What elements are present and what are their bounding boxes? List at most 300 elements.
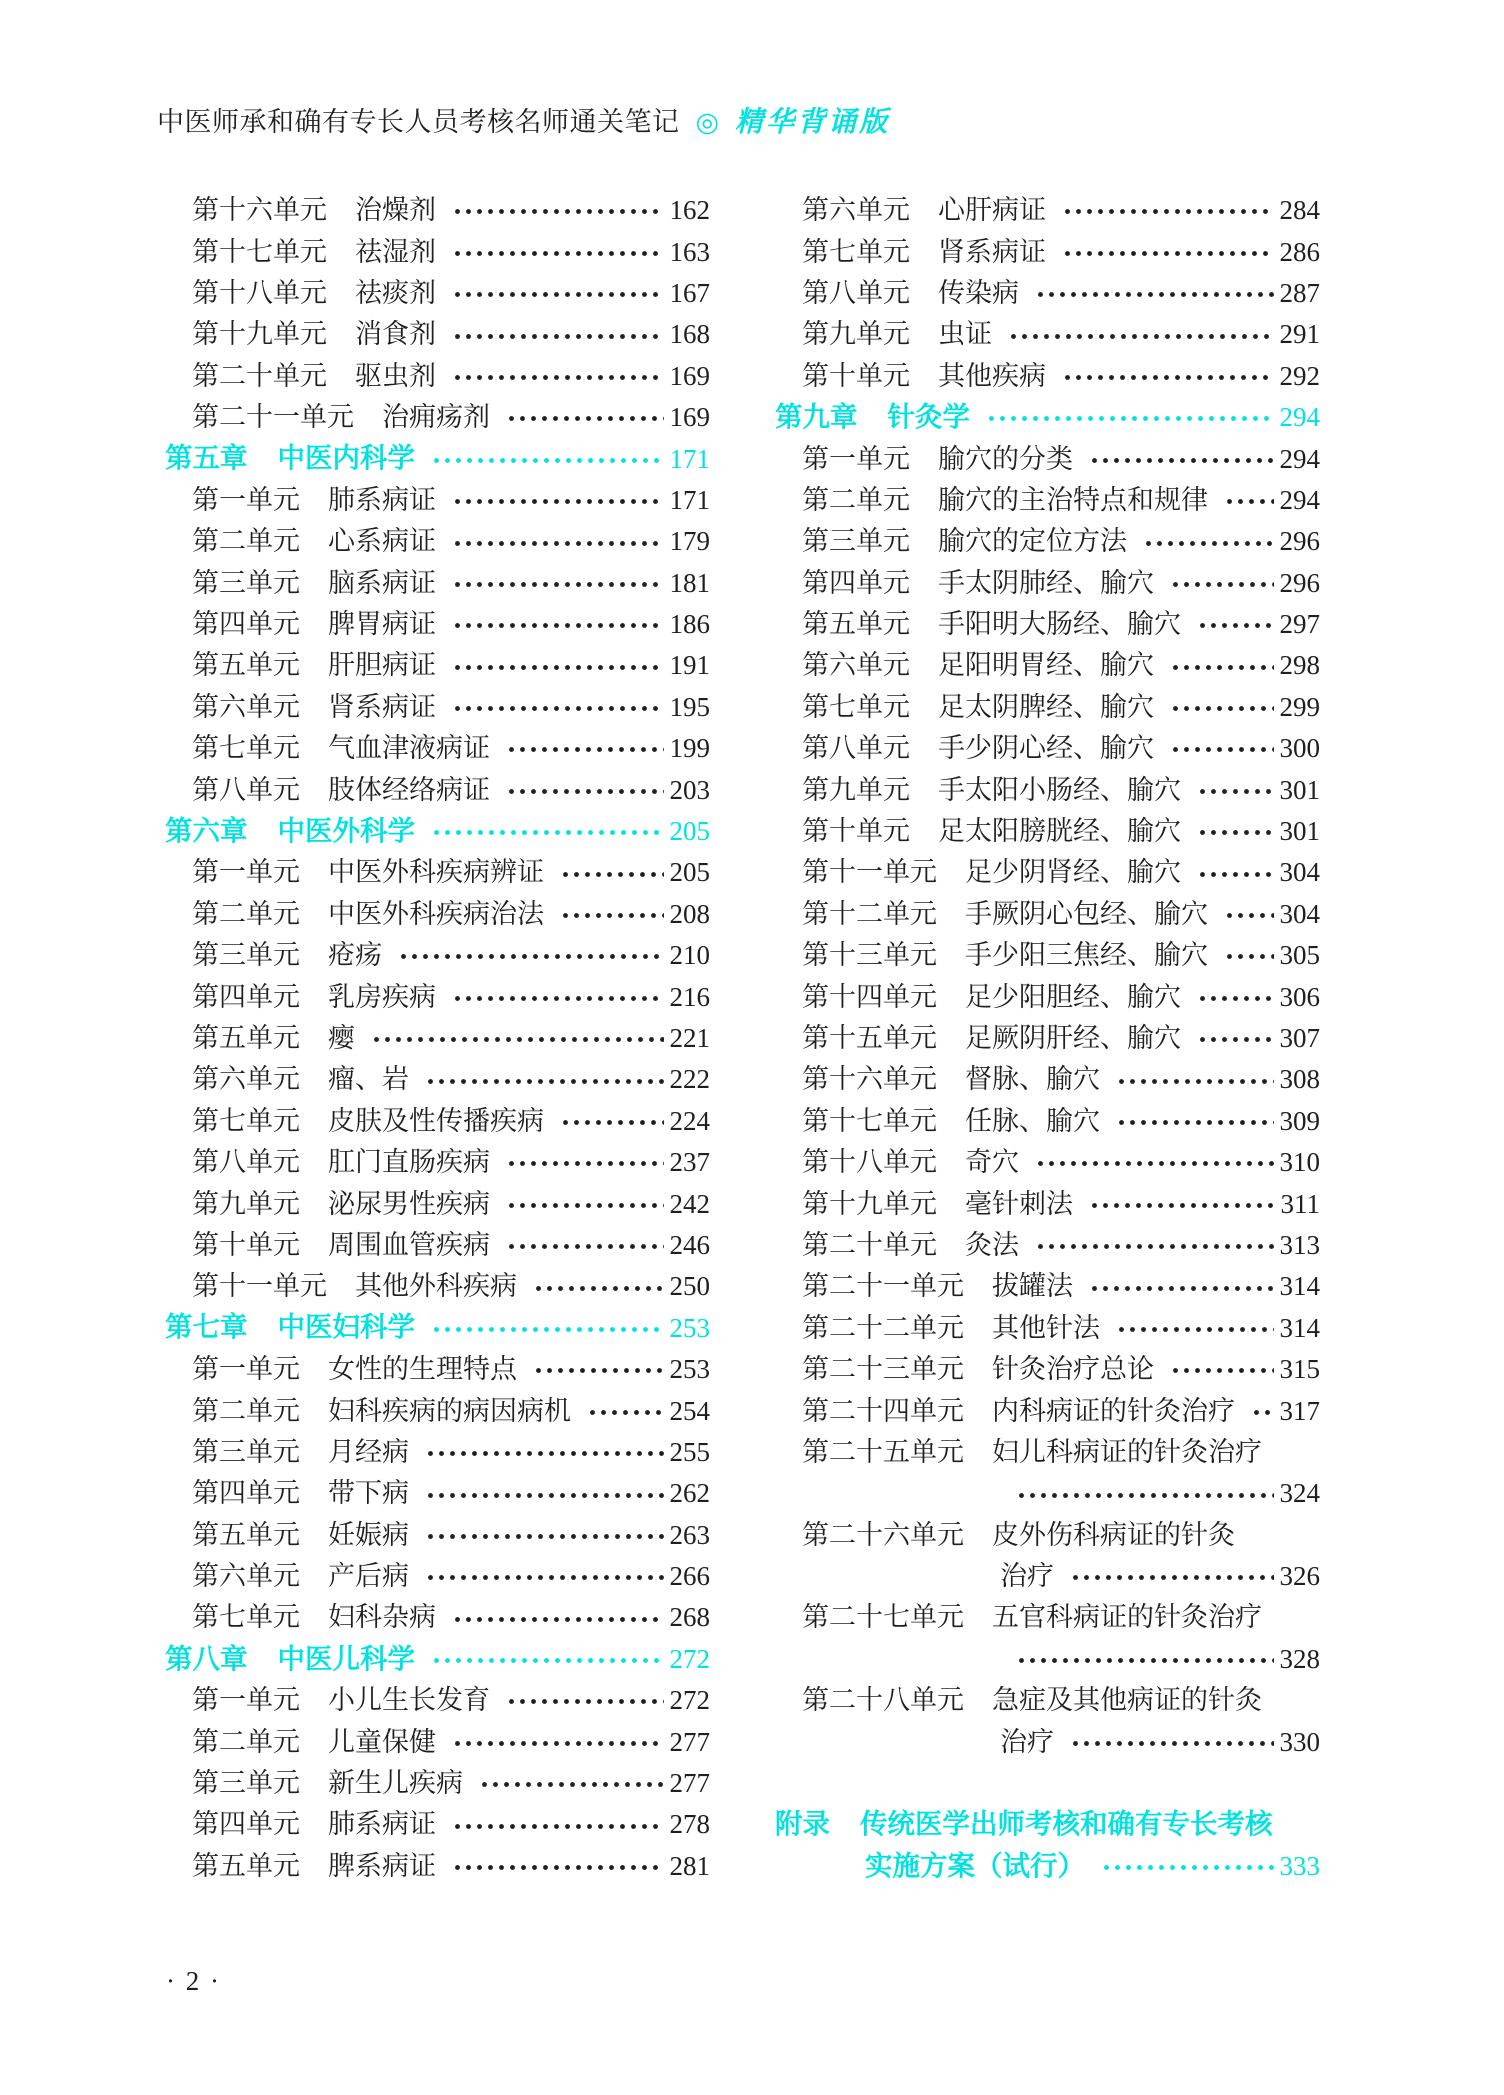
dot-leader xyxy=(558,1101,664,1142)
toc-entry-row xyxy=(775,1142,1320,1183)
entry-label: 第七单元 xyxy=(802,691,910,722)
toc-entry-row xyxy=(775,563,1320,604)
dot-leader xyxy=(558,894,664,935)
entry-label: 第三单元 xyxy=(192,567,300,598)
entry-title: 肢体经络病证 xyxy=(328,774,490,805)
entry-page-number: 326 xyxy=(1279,1561,1320,1592)
entry-title: 手少阴心经、腧穴 xyxy=(938,733,1154,764)
dot-leader xyxy=(1014,1473,1274,1514)
entry-title: 肝胆病证 xyxy=(328,650,436,681)
dot-leader xyxy=(450,604,664,645)
entry-title: 皮外伤科病证的针灸 xyxy=(992,1519,1235,1550)
entry-label: 第八单元 xyxy=(192,774,300,805)
dot-leader xyxy=(1222,894,1274,935)
dot-leader xyxy=(1060,356,1274,397)
toc-entry-row xyxy=(165,1680,710,1721)
entry-label: 第六章 xyxy=(165,814,248,847)
entry-title: 气血津液病证 xyxy=(328,733,490,764)
dot-leader xyxy=(450,1846,664,1887)
toc-entry-row xyxy=(165,645,710,686)
entry-label: 第十四单元 xyxy=(802,981,937,1012)
dot-leader xyxy=(504,769,664,810)
entry-page-number: 179 xyxy=(669,526,710,557)
toc-entry-row xyxy=(165,563,710,604)
entry-title: 肾系病证 xyxy=(938,236,1046,267)
entry-title: 脾胃病证 xyxy=(328,609,436,640)
entry-label: 第二十四单元 xyxy=(802,1395,964,1426)
toc-entry-row xyxy=(165,604,710,645)
entry-label: 第九章 xyxy=(775,400,858,433)
dot-leader xyxy=(1195,976,1274,1017)
dot-leader xyxy=(1006,314,1274,355)
dot-leader xyxy=(429,1308,664,1349)
dot-leader xyxy=(450,190,664,231)
toc-entry-row xyxy=(775,521,1320,562)
toc-entry-row xyxy=(165,976,710,1017)
toc-entry-row xyxy=(775,1390,1320,1431)
entry-label: 第四单元 xyxy=(192,1478,300,1509)
entry-label: 第八单元 xyxy=(802,733,910,764)
toc-chapter-row xyxy=(775,397,1320,438)
entry-page-number: 294 xyxy=(1279,484,1320,515)
entry-title: 疮疡 xyxy=(328,940,382,971)
entry-label: 第十一单元 xyxy=(192,1271,327,1302)
dot-leader xyxy=(450,563,664,604)
entry-title: 月经病 xyxy=(328,1436,409,1467)
toc-entry-row xyxy=(775,1225,1320,1266)
entry-label: 第二单元 xyxy=(192,1726,300,1757)
dot-leader xyxy=(1114,1101,1274,1142)
entry-page-number: 266 xyxy=(669,1561,710,1592)
toc-appendix-row xyxy=(775,1804,1320,1845)
entry-page-number: 299 xyxy=(1279,691,1320,722)
entry-label: 第四单元 xyxy=(192,981,300,1012)
entry-page-number: 296 xyxy=(1279,526,1320,557)
entry-label: 第五单元 xyxy=(192,650,300,681)
dot-leader xyxy=(450,976,664,1017)
entry-label: 第二十单元 xyxy=(802,1229,937,1260)
toc-chapter-row xyxy=(165,1639,710,1680)
entry-page-number: 186 xyxy=(669,609,710,640)
entry-title: 产后病 xyxy=(328,1561,409,1592)
entry-label: 第三单元 xyxy=(192,1768,300,1799)
dot-leader xyxy=(504,1183,664,1224)
dot-leader xyxy=(1060,190,1274,231)
toc-entry-row xyxy=(165,728,710,769)
toc-entry-row xyxy=(165,1018,710,1059)
dot-leader xyxy=(450,356,664,397)
entry-title: 中医儿科学 xyxy=(277,1642,415,1675)
entry-label: 第五单元 xyxy=(192,1519,300,1550)
entry-page-number: 191 xyxy=(669,650,710,681)
entry-title: 皮肤及性传播疾病 xyxy=(328,1105,544,1136)
dot-leader xyxy=(558,852,664,893)
entry-page-number: 237 xyxy=(669,1147,710,1178)
toc-entry-row xyxy=(775,935,1320,976)
toc-entry-row xyxy=(165,1390,710,1431)
dot-leader xyxy=(396,935,664,976)
dot-leader xyxy=(450,480,664,521)
dot-leader xyxy=(1168,1349,1274,1390)
entry-page-number: 246 xyxy=(669,1229,710,1260)
toc-entry-row xyxy=(775,1556,1320,1597)
entry-title: 瘤、岩 xyxy=(328,1064,409,1095)
entry-page-number: 171 xyxy=(669,484,710,515)
entry-continuation-text: 实施方案（试行） xyxy=(865,1849,1085,1882)
entry-label: 第七单元 xyxy=(192,1602,300,1633)
entry-page-number: 333 xyxy=(1279,1850,1320,1881)
entry-page-number: 168 xyxy=(669,319,710,350)
toc-entry-row xyxy=(775,1680,1320,1721)
dot-leader xyxy=(1099,1846,1274,1887)
entry-title: 其他疾病 xyxy=(938,360,1046,391)
entry-page-number: 291 xyxy=(1279,319,1320,350)
book-title: 中医师承和确有专长人员考核名师通关笔记 xyxy=(157,107,680,137)
entry-page-number: 301 xyxy=(1279,816,1320,847)
toc-entry-row xyxy=(165,1473,710,1514)
entry-title: 急症及其他病证的针灸 xyxy=(992,1685,1262,1716)
entry-label: 第二单元 xyxy=(192,898,300,929)
entry-page-number: 278 xyxy=(669,1809,710,1840)
entry-title: 泌尿男性疾病 xyxy=(328,1188,490,1219)
entry-label: 第二十五单元 xyxy=(802,1436,964,1467)
entry-page-number: 203 xyxy=(669,774,710,805)
toc-entry-row xyxy=(775,769,1320,810)
toc-entry-row xyxy=(165,1597,710,1638)
entry-page-number: 296 xyxy=(1279,567,1320,598)
entry-label: 第一单元 xyxy=(192,857,300,888)
entry-label: 第二单元 xyxy=(192,1395,300,1426)
entry-page-number: 169 xyxy=(669,402,710,433)
entry-page-number: 328 xyxy=(1279,1643,1320,1674)
entry-title: 内科病证的针灸治疗 xyxy=(992,1395,1235,1426)
entry-title: 五官科病证的针灸治疗 xyxy=(992,1602,1262,1633)
entry-page-number: 298 xyxy=(1279,650,1320,681)
entry-label: 第六单元 xyxy=(802,650,910,681)
toc-entry-row xyxy=(775,1597,1320,1638)
entry-page-number: 255 xyxy=(669,1436,710,1467)
entry-page-number: 294 xyxy=(1279,402,1320,433)
entry-page-number: 313 xyxy=(1279,1229,1320,1260)
dot-leader xyxy=(1195,769,1274,810)
entry-title: 针灸学 xyxy=(887,400,970,433)
entry-label: 第十九单元 xyxy=(802,1188,937,1219)
entry-title: 心肝病证 xyxy=(938,195,1046,226)
dot-leader xyxy=(504,1680,664,1721)
toc-appendix-row xyxy=(775,1846,1320,1887)
entry-title: 针灸治疗总论 xyxy=(992,1354,1154,1385)
entry-label: 第五单元 xyxy=(802,609,910,640)
dot-leader xyxy=(1168,728,1274,769)
dot-leader xyxy=(1195,852,1274,893)
entry-label: 第三单元 xyxy=(192,940,300,971)
entry-label: 第六单元 xyxy=(802,195,910,226)
entry-page-number: 277 xyxy=(669,1768,710,1799)
entry-title: 妊娠病 xyxy=(328,1519,409,1550)
entry-label: 第三单元 xyxy=(802,526,910,557)
toc-chapter-row xyxy=(165,1308,710,1349)
entry-title: 中医外科学 xyxy=(277,814,415,847)
entry-title: 其他针法 xyxy=(992,1312,1100,1343)
entry-page-number: 195 xyxy=(669,691,710,722)
toc-entry-row xyxy=(165,521,710,562)
entry-page-number: 163 xyxy=(669,236,710,267)
toc-entry-row xyxy=(775,976,1320,1017)
entry-page-number: 205 xyxy=(669,857,710,888)
toc-chapter-row xyxy=(165,438,710,479)
entry-page-number: 281 xyxy=(669,1850,710,1881)
entry-label: 第十单元 xyxy=(802,816,910,847)
dot-leader xyxy=(1068,1721,1274,1762)
entry-page-number: 315 xyxy=(1279,1354,1320,1385)
toc-entry-row xyxy=(165,1101,710,1142)
entry-label: 第七章 xyxy=(165,1311,248,1344)
toc-entry-row xyxy=(775,687,1320,728)
entry-title: 足太阴脾经、腧穴 xyxy=(938,691,1154,722)
entry-title: 传统医学出师考核和确有专长考核 xyxy=(860,1808,1273,1841)
toc-entry-row xyxy=(165,1432,710,1473)
toc-entry-row xyxy=(775,356,1320,397)
dot-leader xyxy=(423,1059,664,1100)
entry-title: 脾系病证 xyxy=(328,1850,436,1881)
entry-page-number: 304 xyxy=(1279,898,1320,929)
entry-page-number: 287 xyxy=(1279,277,1320,308)
dot-leader xyxy=(450,1804,664,1845)
entry-page-number: 277 xyxy=(669,1726,710,1757)
entry-page-number: 199 xyxy=(669,733,710,764)
dot-leader xyxy=(531,1266,664,1307)
entry-title: 腧穴的主治特点和规律 xyxy=(938,484,1208,515)
toc-column-right xyxy=(775,190,1320,1887)
entry-title: 妇儿科病证的针灸治疗 xyxy=(992,1436,1262,1467)
dot-leader xyxy=(1222,935,1274,976)
entry-label: 第四单元 xyxy=(192,609,300,640)
entry-page-number: 253 xyxy=(669,1312,710,1343)
entry-title: 中医外科疾病治法 xyxy=(328,898,544,929)
entry-continuation-text: 治疗 xyxy=(1000,1561,1054,1592)
dot-leader xyxy=(1168,563,1274,604)
entry-page-number: 301 xyxy=(1279,774,1320,805)
entry-label: 第四单元 xyxy=(192,1809,300,1840)
toc-entry-row xyxy=(165,687,710,728)
entry-label: 第五单元 xyxy=(192,1023,300,1053)
entry-label: 第十单元 xyxy=(192,1229,300,1260)
entry-title: 足少阴肾经、腧穴 xyxy=(965,857,1181,888)
toc-entry-row xyxy=(775,1639,1320,1680)
entry-label: 第七单元 xyxy=(192,1105,300,1136)
dot-leader xyxy=(1195,604,1274,645)
entry-title: 中医妇科学 xyxy=(277,1311,415,1344)
dot-leader xyxy=(429,438,664,479)
entry-title: 乳房疾病 xyxy=(328,981,436,1012)
toc-entry-row xyxy=(775,1721,1320,1762)
entry-page-number: 216 xyxy=(669,981,710,1012)
entry-label: 第十八单元 xyxy=(192,277,327,308)
entry-title: 传染病 xyxy=(938,277,1019,308)
entry-label: 第二十三单元 xyxy=(802,1354,964,1385)
entry-title: 腧穴的定位方法 xyxy=(938,526,1127,557)
entry-label: 第十二单元 xyxy=(802,898,937,929)
entry-page-number: 222 xyxy=(669,1064,710,1095)
toc-entry-row xyxy=(775,480,1320,521)
dot-leader xyxy=(1249,1390,1274,1431)
entry-title: 手太阴肺经、腧穴 xyxy=(938,567,1154,598)
dot-leader xyxy=(1060,231,1274,272)
entry-title: 新生儿疾病 xyxy=(328,1768,463,1799)
toc-entry-row xyxy=(775,1266,1320,1307)
entry-title: 灸法 xyxy=(965,1229,1019,1260)
entry-title: 儿童保健 xyxy=(328,1726,436,1757)
entry-page-number: 221 xyxy=(669,1023,710,1053)
entry-page-number: 167 xyxy=(669,277,710,308)
entry-title: 拔罐法 xyxy=(992,1271,1073,1302)
entry-page-number: 284 xyxy=(1279,195,1320,226)
dot-leader xyxy=(1087,1266,1274,1307)
dot-leader xyxy=(504,728,664,769)
toc-entry-row xyxy=(165,1846,710,1887)
entry-page-number: 210 xyxy=(669,940,710,971)
toc-column-left xyxy=(165,190,710,1887)
entry-page-number: 169 xyxy=(669,360,710,391)
entry-label: 第十七单元 xyxy=(192,236,327,267)
entry-label: 第六单元 xyxy=(192,1561,300,1592)
entry-label: 第一单元 xyxy=(192,1685,300,1716)
dot-leader xyxy=(1087,438,1274,479)
entry-page-number: 330 xyxy=(1279,1726,1320,1757)
dot-leader xyxy=(585,1390,664,1431)
dot-leader xyxy=(504,1225,664,1266)
entry-label: 附录 xyxy=(775,1808,830,1841)
toc-entry-row xyxy=(775,728,1320,769)
toc-entry-row xyxy=(775,1473,1320,1514)
entry-label: 第十六单元 xyxy=(802,1064,937,1095)
entry-label: 第十单元 xyxy=(802,360,910,391)
dot-leader xyxy=(450,687,664,728)
entry-page-number: 224 xyxy=(669,1105,710,1136)
entry-title: 瘿 xyxy=(328,1023,355,1053)
dot-leader xyxy=(1195,811,1274,852)
toc-entry-row xyxy=(775,314,1320,355)
entry-title: 消食剂 xyxy=(355,319,436,350)
toc-entry-row xyxy=(775,852,1320,893)
toc-entry-row xyxy=(165,935,710,976)
entry-page-number: 208 xyxy=(669,898,710,929)
entry-label: 第五章 xyxy=(165,442,248,475)
entry-page-number: 263 xyxy=(669,1519,710,1550)
entry-title: 妇科杂病 xyxy=(328,1602,436,1633)
entry-label: 第一单元 xyxy=(192,1354,300,1385)
dot-leader xyxy=(1087,1183,1275,1224)
dot-leader xyxy=(504,1142,664,1183)
page-header xyxy=(157,100,890,140)
entry-page-number: 307 xyxy=(1279,1023,1320,1053)
dot-leader xyxy=(450,521,664,562)
entry-title: 小儿生长发育 xyxy=(328,1685,490,1716)
entry-page-number: 253 xyxy=(669,1354,710,1385)
entry-label: 第二单元 xyxy=(802,484,910,515)
entry-label: 第一单元 xyxy=(192,484,300,515)
toc-entry-row xyxy=(165,1266,710,1307)
entry-label: 第十五单元 xyxy=(802,1023,937,1053)
dot-leader xyxy=(429,811,664,852)
entry-label: 第二十单元 xyxy=(192,360,327,391)
entry-title: 周围血管疾病 xyxy=(328,1229,490,1260)
entry-title: 肺系病证 xyxy=(328,1809,436,1840)
toc-entry-row xyxy=(775,1432,1320,1473)
entry-title: 中医外科疾病辨证 xyxy=(328,857,544,888)
toc-entry-row xyxy=(165,1804,710,1845)
dot-leader xyxy=(504,397,664,438)
dot-leader xyxy=(450,645,664,686)
dot-leader xyxy=(477,1763,664,1804)
dot-leader xyxy=(450,273,664,314)
entry-label: 第九单元 xyxy=(802,774,910,805)
dot-leader xyxy=(423,1473,664,1514)
entry-title: 手太阳小肠经、腧穴 xyxy=(938,774,1181,805)
entry-page-number: 162 xyxy=(669,195,710,226)
dot-leader xyxy=(423,1432,664,1473)
entry-title: 手厥阴心包经、腧穴 xyxy=(965,898,1208,929)
entry-title: 肛门直肠疾病 xyxy=(328,1147,490,1178)
entry-page-number: 309 xyxy=(1279,1105,1320,1136)
entry-page-number: 242 xyxy=(669,1188,710,1219)
entry-title: 足厥阴肝经、腧穴 xyxy=(965,1023,1181,1053)
entry-label: 第八章 xyxy=(165,1642,248,1675)
entry-title: 肺系病证 xyxy=(328,484,436,515)
entry-label: 第十九单元 xyxy=(192,319,327,350)
entry-page-number: 304 xyxy=(1279,857,1320,888)
entry-label: 第二十六单元 xyxy=(802,1519,964,1550)
entry-label: 第二十七单元 xyxy=(802,1602,964,1633)
toc-entry-row xyxy=(775,231,1320,272)
entry-page-number: 314 xyxy=(1279,1271,1320,1302)
entry-label: 第九单元 xyxy=(192,1188,300,1219)
entry-title: 腧穴的分类 xyxy=(938,443,1073,474)
toc-entry-row xyxy=(165,852,710,893)
toc-entry-row xyxy=(775,894,1320,935)
entry-title: 祛痰剂 xyxy=(355,277,436,308)
entry-page-number: 272 xyxy=(669,1643,710,1674)
entry-label: 第七单元 xyxy=(192,733,300,764)
dot-leader xyxy=(450,231,664,272)
toc-entry-row xyxy=(165,190,710,231)
toc-entry-row xyxy=(165,480,710,521)
entry-title: 其他外科疾病 xyxy=(355,1271,517,1302)
entry-page-number: 300 xyxy=(1279,733,1320,764)
double-circle-icon: ◎ xyxy=(695,107,720,137)
entry-page-number: 268 xyxy=(669,1602,710,1633)
entry-title: 女性的生理特点 xyxy=(328,1354,517,1385)
entry-title: 足少阳胆经、腧穴 xyxy=(965,981,1181,1012)
entry-page-number: 294 xyxy=(1279,443,1320,474)
entry-label: 第六单元 xyxy=(192,1064,300,1095)
entry-title: 督脉、腧穴 xyxy=(965,1064,1100,1095)
entry-continuation-text: 治疗 xyxy=(1000,1726,1054,1757)
dot-leader xyxy=(1033,1225,1274,1266)
entry-page-number: 292 xyxy=(1279,360,1320,391)
toc-entry-row xyxy=(165,1763,710,1804)
toc-entry-row xyxy=(165,1142,710,1183)
entry-title: 足阳明胃经、腧穴 xyxy=(938,650,1154,681)
toc-entry-row xyxy=(775,1059,1320,1100)
dot-leader xyxy=(429,1639,664,1680)
toc-entry-row xyxy=(775,604,1320,645)
entry-label: 第三单元 xyxy=(192,1436,300,1467)
toc-entry-row xyxy=(775,1183,1320,1224)
entry-label: 第九单元 xyxy=(802,319,910,350)
entry-title: 毫针刺法 xyxy=(965,1188,1073,1219)
entry-page-number: 254 xyxy=(669,1395,710,1426)
